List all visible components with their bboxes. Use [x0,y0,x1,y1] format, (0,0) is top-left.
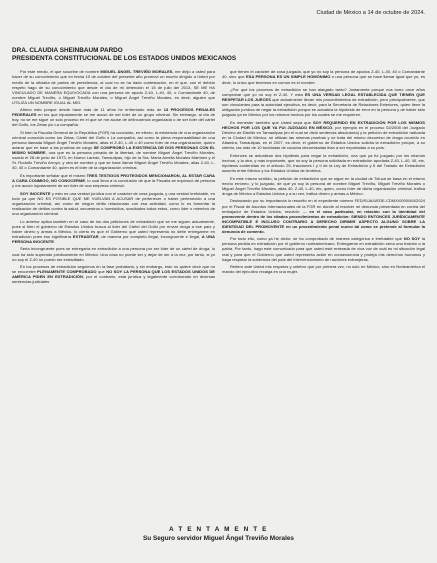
bold-text: 13 PROCESOS PENALES FEDERALES [12,107,215,118]
closing-atentamente: A T E N T A M E N T E [169,526,268,533]
text-run: Lo anterior aplica también en el caso de los dos peticiones de extradición que se me siguen actualmente, pues si bien el gobierno de Estados Unidos busca al líder del Cártel del Golfo por enviar droga a ese país y haber dinero y armas a México, lo cierto es que el Gobierno que usted representa no debe entregarme en extradición pues eso significaría [12,218,215,239]
text-run: . [53,238,56,244]
text-run: que actualmente llevan mis procedimientos de extradición, pero principalmente, que son vinculantes para la autoridad ejecutiva, es decir, para la Secretaría de Relaciones Exteriores, quien tiene la obligación jurídica de negar la extradición porque se actualiza la hipótesis de error en la persona y de haber sido juzgado ya en México por los mismos hechos por los cuales se me requieren. [222,97,425,118]
text-run: Es menester también que Usted sepa que [230,120,313,126]
bold-text: SE COMPROBÓ LA EXISTENCIA DE DOS PERSONAS CON EL MISMO NOMBRE [12,145,215,156]
bold-text: MIGUEL ÁNGEL TREVIÑO MORALES [100,69,173,75]
paragraph [12,191,215,216]
text-run: , me dirijo a usted para hacer de su conocimiento que en fecha 10 de octubre del presente año promoví un escrito dirigido a Usted por medio de la oficialía de partes de presidencia, al cual no se ha dado contestación, en el que, con el debido respeto hago de su conocimiento que desde el día de mi detención el 15 de julio del 2013, SE ME HA VINCULADO DE MANERA EQUIVOCADA con una persona de apodo Z-40, L-40, 40, o Comandante 40, de nombre Miguel Treviño, o Miguel Treviño Morales, o Miguel Ángel Treviño Morales, es decir, alguien que UTILIZA UN NOMBRE IGUAL AL MÍO. [12,69,215,105]
bold-text: A UNA PERSONA INOCENTE [12,233,215,244]
text-run: Si bien la Fiscalía General de la República (FGR) ha concluido, en efecto, la existencia de una organización criminal conocida como los Zetas, Cártel del Golfo o La compañía, así como la plena responsabilidad de una persona llamada Miguel Ángel Treviño Morales, alias el Z-40, L-40 o 40 como líder de esa organización; quiero aclarar que en base a las pruebas de cargo [12,130,215,151]
bold-text: ES UNA VERDAD LEGAL ESTABLECIDA QUE TIENEN QUE RESPETAR LOS JUECES [222,92,425,103]
paragraph [12,264,215,284]
bold-text: NO SOY LA PERSONA QUE LOS ESTADOS UNIDOS DE AMÉRICA PIDEN EN EXTRADICIÓN [12,269,215,280]
text-run: , por el contrario, está jurídica y legalmente corroborado en diversas sentencias judiciales [12,274,215,285]
bold-text: SOY INOCENTE [20,190,51,196]
text-run: En este mismo sentido, la petición de extradición que se sigue en la ciudad de Toluca se basa en el mismo hecho erróneo, y lo juzgado, de que yo soy la persona de nombre Miguel Treviño, Miguel Treviño Morales o Miguel Ángel Treviño Morales, alias 40, Z-40, L-40, etc, quien, como líder de dicha organización criminal, trafica droga de México a Estados Unidos y a su vez, trafica dinero y armas a México. [222,175,425,196]
text-run: que tienen el carácter de cosa juzgada, que yo no soy la persona de apodos Z-40, L-40, 40 o Comandante 40, sino que [222,69,425,80]
body-columns [12,69,425,524]
paragraph [12,69,215,104]
paragraph [222,264,425,274]
paragraph [222,198,425,233]
paragraph [222,153,425,173]
bold-text: ESA PERSONA ES UN SIMPLE HOMÓNIMO [245,74,331,80]
text-run: Reitero ante Usted mis respetos y celebro que por primera vez, no solo en México, sino en Norteamérica el mando del ejecutivo recaiga en una mujer. [222,264,425,275]
paragraph [12,107,215,127]
text-run: ¿Por qué los procesos de extradición se han alargado tanto? Justamente porque nos tomó once años comprobar que yo no soy el Z-40. Y esta [222,87,425,98]
paragraph [222,69,425,84]
left-column [12,69,215,524]
text-run: , por ejemplo en el proceso 02/2008 del Juzgado Décimo de Distrito en Tamaulipas (en el cual se dictó sentencia absolutoria) y la petición de extradición radicada en la Ciudad de México, se utilizan las mismas pruebas y se trata del mismo decomiso de droga ocurrido en Altamira, Tamaulipas, en el 2007, es decir, el gobierno de Estados Unidos solicita la extradición porque, a su criterio, las más de 10 toneladas de cocaína decomisadas iban a ser exportadas a su país. [222,125,425,151]
text-run: Por este medio, el que suscribe de nombre [20,69,101,75]
bold-text: … en el caso particular, en relación con la identidad del promovente dentro de los citados procedimientos de extradición: SIENDO ENTONCES JURÍDICAMENTE INCOMPATIBLE E INCLUSO CONTRARIO A DERECHO DIRIMIR ASPECTO ALGUNO SOBRE LA IDENTIDAD DEL PROMOVENTE en un procedimiento penal nuevo tal como se pretende al formular la denuncia de comento. [222,208,425,234]
paragraph [12,130,215,170]
closing-block [0,525,437,543]
text-run: , de manera por completo ilegal, incongruente e ilegal, [98,233,202,239]
text-run: Es importante señalar que el mismo [20,173,87,179]
text-run: En los procesos de extradición seguimos en la fase probatoria, y sin embargo, esto no quiere decir que no se encuentre [12,264,215,275]
text-run: Entonces se actualizan dos hipótesis para negar la extradición, una que ya fui juzgado por los mismos hechos, y la otra, y más importante, que no soy la persona solicitada en extradición apodada Z-40, L-40, 40, etc, hipótesis contenidas en el artículo 25, fracciones I y II de la Ley de Extradición y 6 del Tratado de Extradición suscrito entre México y los Estados Unidos de América. [222,152,425,174]
bold-text: TRES TESTIGOS PROTEGIDOS MENCIONARON, AL ESTAR CARA A CARA CONMIGO, NO CONOCERME [12,173,215,184]
text-run: Afirmo esto porque desde hace más de 11 años he enfrentado más de [20,107,164,113]
letter-date: Ciudad de México a 14 de octubre de 2024. [316,10,425,16]
paragraph [222,176,425,196]
paragraph [222,236,425,261]
text-run: la persona pedida en extradición por el gobierno norteamericano. Entregarme en extradición sería una traición a la patria. Por tanto, hago este comunicado para que usted esté enterada de viva voz de cuál es mi situación legal real y para que el Gobierno que usted representa actúe en consecuencia y proteja mis derechos humanos y haga respetar la soberanía del país del intervencionismo de naciones extranjeras. [222,236,425,262]
addressee-block [12,47,425,63]
bold-text: SOY REQUERIDO EN EXTRADICIÓN POR LOS MISMOS HECHOS POR LOS QUE YA FUI JUZGADO EN MÉXICO [222,120,425,131]
closing-signer: Su Seguro servidor Miguel Ángel Treviño Morales [143,535,294,542]
paragraph [12,246,215,261]
addressee-name: DRA. CLAUDIA SHEINBAUM PARDO [12,47,123,54]
text-run: y esto es una verdad jurídica con el carácter de cosa juzgada, y una verdad irrefutable, en todo ya que NO ES POSIBLE QUE ME VUELVAN A ACUSAR de pertenecer o haber pertenecido a una organización criminal, así como de ningún delito relacionado con esa actividad, como lo es fomentar la realización de delitos contra la salud, secuestros u homicidios, suscitados todos estos, como líder o miembro de una organización criminal. [12,190,215,216]
paragraph [12,173,215,188]
text-run: , lo cual lleva a la conclusión de que la Fiscalía se equivocó de persona y me acusó injustamente de ser líder de una empresa criminal. [12,178,215,189]
text-run: o una persona que se hace llamar igual que yo, es decir, lo único que tenemos en común es el nombre. [222,74,425,85]
text-run: en los que injustamente se me acusó de ser líder de un grupo criminal. Sin embargo, al día de hoy, no se me sigue un solo proceso en el que se me acuse de delincuencia organizada o de ser líder del cártel del Golfo, los Zetas y/o La compañía. [12,112,215,128]
text-run: Por todo ello, como ya he dicho: se ha comprobado de manera categórica e irrefutable que [230,236,404,242]
text-run: Destacando por su importancia lo resuelto en el expediente número FED/SIJA/UEDE-CDMX/0000064/2024 por el Fiscal de Asuntos Internacionales de la FGR en donde al resolver mi denuncia presentada en contra del embajador de Estados Unidos, resolvió: [222,198,425,214]
text-run: , una que es la persona privada de la libertad, de nombre Miguel Ángel Treviño Morales, nacido el 28 de junio de 1973, en Nuevo Laredo, Tamaulipas, hijo de la Sra. María Amelia Morales Martínez y el Sr. Rodolfo Treviño Arroyo, y otra de nombre y que se hace llamar Miguel Ángel Treviño Morales, alias Z-40, L-40, 40 o Comandante 40, quien es el líder de la organización criminal. [12,150,215,171]
bold-text: PLENAMENTE COMPROBADO [37,269,97,275]
text-run: que [96,269,107,275]
paragraph [12,219,215,244]
paragraph [222,120,425,150]
addressee-title: PRESIDENTA CONSTITUCIONAL DE LOS ESTADOS UNIDOS MEXICANOS [12,55,237,63]
right-column [222,69,425,524]
bold-text: NO SOY [403,236,421,242]
bold-text: EXTRADITAR [72,233,99,239]
text-run: Sería incongruente pues se entregaría en extradición a una persona por ser líder de un cártel de droga, lo cual ha sido superado jurídicamente en México. Una cosa no puede ser y dejar de ser a la vez; por tanto, si yo no soy el Z-40 no puedo ser extraditado. [12,246,215,262]
paragraph [222,87,425,117]
